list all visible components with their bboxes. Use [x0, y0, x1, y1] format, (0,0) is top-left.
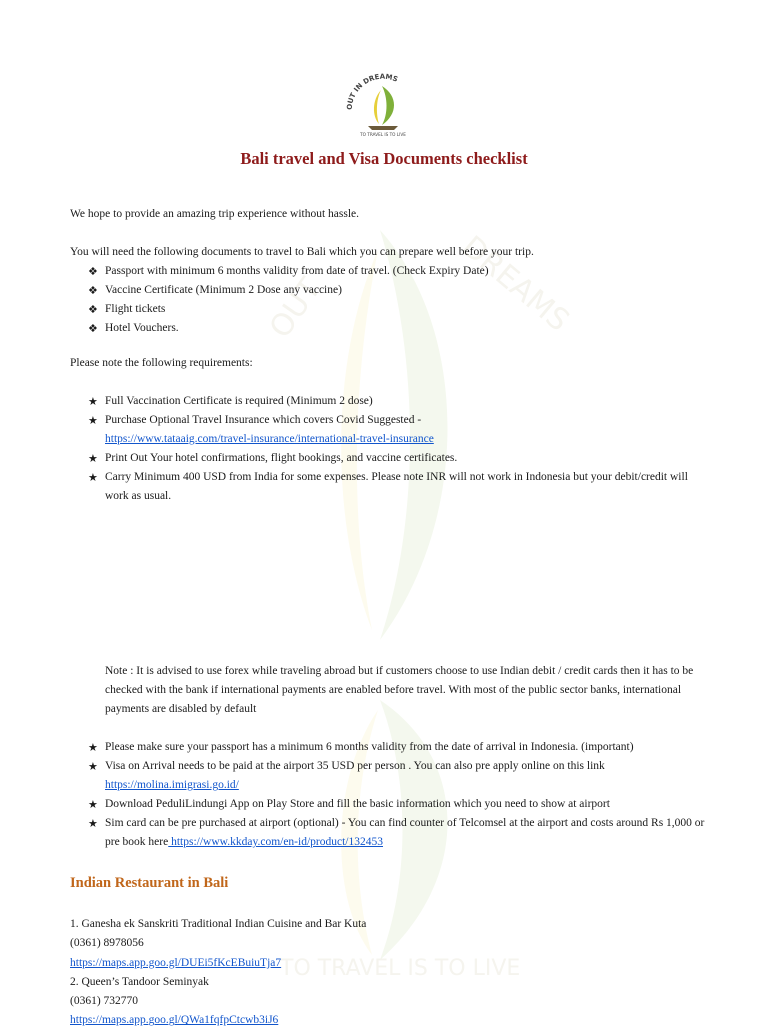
logo-boat-icon: [368, 126, 398, 130]
list-item: ★ Download PeduliLindungi App on Play Store and fill the basic information which you need to show at airport: [88, 795, 708, 814]
visa-apply-link[interactable]: https://molina.imigrasi.go.id/: [105, 779, 239, 791]
diamond-bullet-icon: ❖: [88, 322, 98, 335]
list-item: ★ Carry Minimum 400 USD from India for some expenses. Please note INR will not work in Indonesia but your debit/credit will work as usual.: [88, 468, 708, 506]
list-item: ★ Visa on Arrival needs to be paid at the airport 35 USD per person . You can also pre apply online on this link https://molina.imigrasi.go.id/: [88, 757, 708, 795]
list-item: ★ Sim card can be pre purchased at airport (optional) - You can find counter of Telcomsel at the airport and costs around Rs 1,000 or pre book here https://www.kkday.com/en-id/product/132453: [88, 814, 708, 852]
logo-tagline: TO TRAVEL IS TO LIVE: [360, 132, 406, 137]
logo-arc-text: OUT IN DREAMS: [345, 72, 399, 111]
svg-text:TO TRAVEL IS TO LIVE: TO TRAVEL IS TO LIVE: [280, 956, 521, 981]
documents-intro: You will need the following documents to travel to Bali which you can prepare well before your trip.: [70, 246, 534, 258]
forex-note: Note : It is advised to use forex while traveling abroad but if customers choose to use Indian debit / credit cards then it has to be checked with the bank if international payments are enabled before travel. With most of the public sector banks, international payments are disabled by default: [105, 665, 694, 715]
list-item: ❖ Hotel Vouchers.: [88, 319, 708, 338]
diamond-bullet-icon: ❖: [88, 265, 98, 278]
documents-list: [88, 262, 708, 338]
star-bullet-icon: ★: [88, 452, 98, 465]
page-title: Bali travel and Visa Documents checklist: [240, 149, 528, 168]
list-item: ★ Full Vaccination Certificate is required (Minimum 2 dose): [88, 392, 708, 411]
requirements-list: [88, 392, 708, 506]
sim-booking-link[interactable]: https://www.kkday.com/en-id/product/132453: [168, 836, 383, 848]
requirements-list-2: [88, 738, 708, 852]
list-item: ★ Purchase Optional Travel Insurance which covers Covid Suggested - https://www.tataaig.com/travel-insurance/international-travel-insurance: [88, 411, 708, 449]
list-item: ★ Please make sure your passport has a minimum 6 months validity from the date of arrival in Indonesia. (important): [88, 738, 708, 757]
restaurant-name: 1. Ganesha ek Sanskriti Traditional Indian Cuisine and Bar Kuta: [70, 918, 367, 930]
star-bullet-icon: ★: [88, 817, 98, 830]
star-bullet-icon: ★: [88, 414, 98, 427]
restaurant-phone: (0361) 732770: [70, 995, 139, 1008]
star-bullet-icon: ★: [88, 760, 98, 773]
star-bullet-icon: ★: [88, 471, 98, 484]
logo-sail2-icon: [374, 90, 381, 124]
insurance-link[interactable]: https://www.tataaig.com/travel-insurance/international-travel-insurance: [105, 433, 434, 445]
restaurant-phone: (0361) 8978056: [70, 937, 144, 950]
star-bullet-icon: ★: [88, 741, 98, 754]
restaurant-name: 2. Queen’s Tandoor Seminyak: [70, 975, 209, 988]
restaurant-map-link[interactable]: https://maps.app.goo.gl/QWa1fqfpCtcwb3iJ6: [70, 1014, 279, 1027]
star-bullet-icon: ★: [88, 798, 98, 811]
list-item: ❖ Flight tickets: [88, 300, 708, 319]
diamond-bullet-icon: ❖: [88, 303, 98, 316]
svg-text:OUT: OUT: [262, 272, 329, 345]
company-logo: [342, 70, 424, 138]
list-item: ❖ Vaccine Certificate (Minimum 2 Dose any vaccine): [88, 281, 708, 300]
restaurant-map-link[interactable]: https://maps.app.goo.gl/DUEi5fKcEBuiuTja7: [70, 956, 282, 969]
section-title-restaurants: Indian Restaurant in Bali: [70, 875, 229, 891]
list-item: ❖ Passport with minimum 6 months validity from date of travel. (Check Expiry Date): [88, 262, 708, 281]
svg-text:DREAMS: DREAMS: [454, 229, 576, 339]
intro-text: We hope to provide an amazing trip experience without hassle.: [70, 208, 360, 220]
list-item: ★ Print Out Your hotel confirmations, flight bookings, and vaccine certificates.: [88, 449, 708, 468]
diamond-bullet-icon: ❖: [88, 284, 98, 297]
logo-sail-icon: [382, 86, 394, 125]
requirements-intro: Please note the following requirements:: [70, 357, 253, 369]
star-bullet-icon: ★: [88, 395, 98, 408]
restaurant-list: [70, 915, 710, 1031]
